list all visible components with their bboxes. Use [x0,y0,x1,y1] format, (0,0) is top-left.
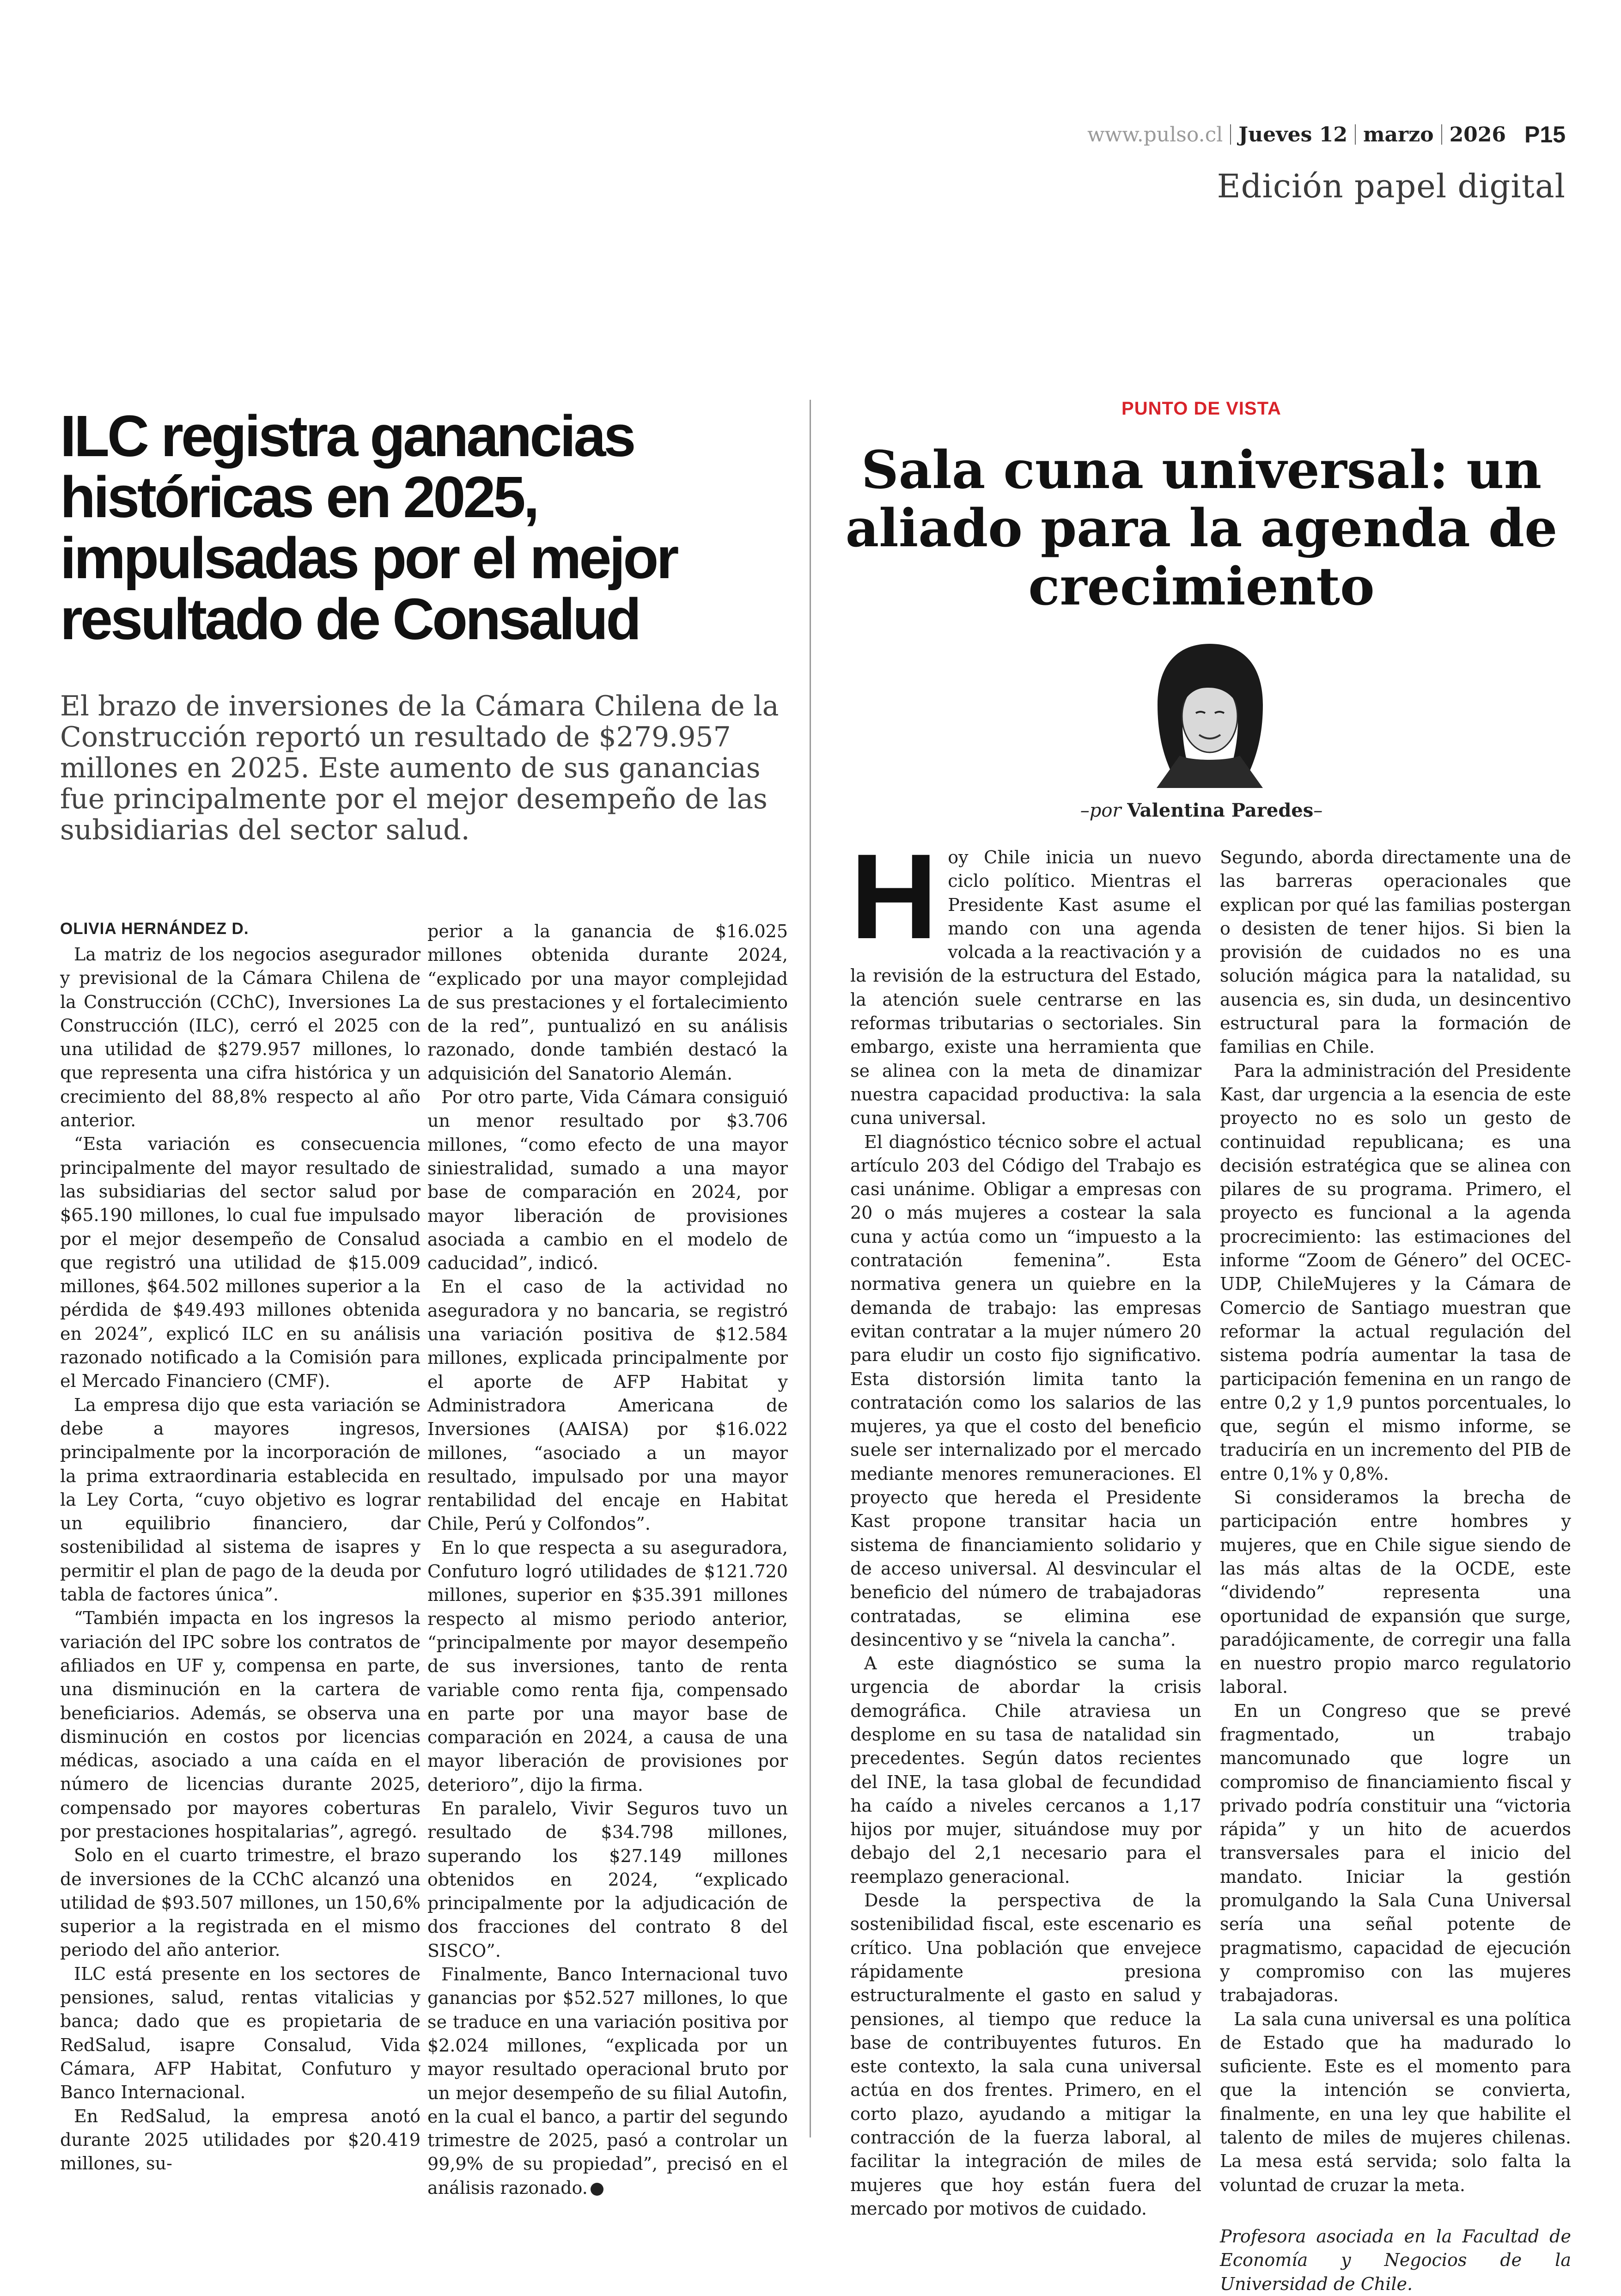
drop-cap: H [850,829,938,964]
page-folio [1087,121,1566,148]
end-mark-icon [591,2183,603,2196]
opinion-title: Sala cuna universal: un aliado para la agenda de crecimiento [845,440,1558,617]
paragraph: Por otro parte, Vida Cámara consiguió un menor resultado por $3.706 millones, “como efecto de una mayor siniestralidad, sumado a una mayor base de comparación en 2024, por mayor liberación de provisiones asociada a cambio en el modelo de caducidad”, indicó. [427,1087,788,1274]
author-suffix: – [1313,800,1323,821]
paragraph: ILC está presente en los sectores de pensiones, salud, rentas vitalicias y banca; dado que es propietaria de RedSalud, isapre Consalud, Vida Cámara, AFP Habitat, Confuturo y Banco Internacional. [60,1963,420,2103]
article-column-1 [60,943,420,2175]
opinion-column-2 [1220,846,1571,2296]
opinion-column-1 [850,829,1201,2221]
paragraph: A este diagnóstico se suma la urgencia de abordar la crisis demográfica. Chile atraviesa un desplome en su tasa de natalidad sin precedentes. Según datos recientes del INE, la tasa global de fecundidad ha caído a niveles cercanos a 1,17 hijos por mujer, situándose muy por debajo del 2,1 necesario para el reemplazo generacional. [850,1653,1201,1887]
paragraph: “También impacta en los ingresos la variación del IPC sobre los contratos de afiliados en UF y, compensa en parte, una disminución en la cartera de beneficiarios. Además, se observa una disminución en costos por licencias médicas, asociado a una caída en el número de licencias durante 2025, compensado por mayores coberturas por prestaciones hospitalarias”, agregó. [60,1608,420,1842]
author-credit [836,800,1566,821]
paragraph: Desde la perspectiva de la sostenibilidad fiscal, este escenario es crítico. Una población que envejece rápidamente presiona estructuralmente el gasto en salud y pensiones, al tiempo que reduce la base de contribuyentes futuros. En este contexto, la sala cuna universal actúa en dos frentes. Primero, en el corto plazo, ayudando a mitigar la contracción de la fuerza laboral, al facilitar la integración de miles de mujeres que hoy están fuera del mercado por motivos de cuidado. [850,1890,1201,2219]
paragraph: En RedSalud, la empresa anotó durante 2025 utilidades por $20.419 millones, su- [60,2106,420,2174]
folio-day: Jueves 12 [1238,122,1347,147]
paragraph: perior a la ganancia de $16.025 millones obtenida durante 2024, “explicado por una mayor complejidad de sus prestaciones y el fortalecimiento de la red”, puntualizó en su análisis razonado, donde también destacó la adquisición del Sanatorio Alemán. [427,921,788,1084]
paragraph: Segundo, aborda directamente una de las barreras operacionales que explican por qué las familias postergan o desisten de tener hijos. Si bien la provisión de cuidados no es una solución mágica para la natalidad, su ausencia es, sin duda, un desincentivo estructural para la formación de familias en Chile. [1220,847,1571,1057]
paragraph: En lo que respecta a su aseguradora, Confuturo logró utilidades de $121.720 millones, superior en $35.391 millones respecto al mismo periodo anterior, “principalmente por mayor desempeño de sus inversiones, tanto de renta variable como renta fija, compensado en parte por una mayor base de comparación en 2024, a causa de una mayor liberación de provisiones por deterioro”, dijo la firma. [427,1537,788,1795]
author-name: Valentina Paredes [1127,800,1314,821]
paragraph-text: oy Chile inicia un nuevo ciclo político. Mientras el Presidente Kast asume el mando con una agenda volcada a la reactivación y a la revisión de la estructura del Estado, la atención suele centrarse en las reformas tributarias o sectoriales. Sin embargo, existe una herramienta que se alinea con la meta de dinamizar nuestra capacidad productiva: la sala cuna universal. [850,847,1201,1129]
author-prefix: –por [1080,800,1121,821]
article-headline: ILC registra ganancias históricas en 2025, impulsadas por el mejor resultado de Consalud [60,403,677,652]
paragraph: La empresa dijo que esta variación se debe a mayores ingresos, principalmente por la incorporación de la prima extraordinaria establecida en la Ley Corta, “cuyo objetivo es lograr un equilibrio financiero, dar sostenibilidad al sistema de isapres y permitir el plan de pago de la deuda por tabla de factores única”. [60,1394,420,1605]
folio-separator [1441,124,1442,145]
folio-separator [1355,124,1356,145]
paragraph: Solo en el cuarto trimestre, el brazo de inversiones de la CChC alcanzó una utilidad de $93.507 millones, un 150,6% superior a la registrada en el mismo periodo del año anterior. [60,1845,420,1960]
article-column-2 [427,920,788,2200]
paragraph: En paralelo, Vivir Seguros tuvo un resultado de $34.798 millones, superando los $27.149 millones obtenidos en 2024, “explicado principalmente por la adjudicación de dos fracciones del contrato 8 del SISCO”. [427,1798,788,1961]
edition-label: Edición papel digital [1217,167,1566,205]
paragraph: La matriz de los negocios asegurador y previsional de la Cámara Chilena de la Construcción (CChC), Inversiones La Construcción (ILC), cerró el 2025 con una utilidad de $279.957 millones, lo que representa una cifra histórica y un crecimiento del 88,8% respecto al año anterior. [60,944,420,1131]
article-summary: El brazo de inversiones de la Cámara Chilena de la Construcción reportó un resultado de $279.957 millones en 2025. Este aumento de sus ganancias fue principalmente por el mejor desempeño de las subsidiarias del sector salud. [60,690,779,846]
site-url[interactable]: www.pulso.cl [1087,122,1223,147]
folio-month: marzo [1363,122,1434,147]
section-kicker: PUNTO DE VISTA [1121,398,1281,419]
page-number: P15 [1524,122,1566,147]
paragraph: Si consideramos la brecha de participación entre hombres y mujeres, que en Chile sigue siendo de las más altas de la OCDE, este “dividendo” representa una oportunidad de expansión que surge, paradójicamente, de corregir una falla en nuestro propio marco regulatorio laboral. [1220,1487,1571,1698]
column-divider [810,400,811,2137]
author-signature: Profesora asociada en la Facultad de Economía y Negocios de la Universidad de Chile. [1220,2226,1571,2294]
article-byline: OLIVIA HERNÁNDEZ D. [60,920,249,938]
paragraph: La sala cuna universal es una política de Estado que ha madurado lo suficiente. Este es el momento para que la intención se convierta, finalmente, en una ley que habilite el talento de miles de mujeres chilenas. La mesa está servida; solo falta la voluntad de cruzar la meta. [1220,2009,1571,2195]
opening-paragraph [850,829,1201,1130]
paragraph: En un Congreso que se prevé fragmentado, un trabajo mancomunado que logre un compromiso de financiamiento fiscal y privado podría constituir una “victoria rápida” y un hito de acuerdos transversales para el inicio del mandato. Iniciar la gestión promulgando la Sala Cuna Universal sería una señal potente de pragmatismo, capacidad de ejecución y compromiso con las mujeres trabajadoras. [1220,1700,1571,2006]
paragraph: “Esta variación es consecuencia principalmente del mayor resultado de las subsidiarias del sector salud por $65.190 millones, lo cual fue impulsado por el mejor desempeño de Consalud que registró una utilidad de $15.009 millones, $64.502 millones superior a la pérdida de $49.493 millones obtenida en 2024”, explicó ILC en su análisis razonado notificado a la Comisión para el Mercado Financiero (CMF). [60,1134,420,1392]
paragraph: El diagnóstico técnico sobre el actual artículo 203 del Código del Trabajo es casi unánime. Obligar a empresas con 20 o más mujeres a costear la sala cuna y actúa como un “impuesto a la contratación femenina”. Esta normativa genera un quiebre en la demanda de trabajo: las empresas evitan contratar a la mujer número 20 para eludir un costo fijo significativo. Esta distorsión limita tanto la contratación como los salarios de las mujeres, ya que el costo del beneficio suele ser internalizado por el mercado mediante menores remuneraciones. El proyecto que hereda el Presidente Kast propone transitar hacia un sistema de financiamiento solidario y de acceso universal. Al desvincular el beneficio del número de trabajadoras contratadas, se elimina ese desincentivo y se “nivela la cancha”. [850,1131,1201,1650]
paragraph: Para la administración del Presidente Kast, dar urgencia a la esencia de este proyecto no es solo un gesto de continuidad republicana; es una decisión estratégica que se alinea con pilares de su programa. Primero, el proyecto es funcional a la agenda procrecimiento: las estimaciones del informe “Zoom de Género” del OCEC-UDP, ChileMujeres y la Cámara de Comercio de Santiago muestran que reformar la actual regulación del sistema podría aumentar la tasa de participación femenina en un rango de entre 0,2 y 1,9 puntos porcentuales, lo que, según el mismo informe, se traduciría en un incremento del PIB de entre 0,1% y 0,8%. [1220,1060,1571,1484]
paragraph-text: Finalmente, Banco Internacional tuvo ganancias por $52.527 millones, lo que se traduce en una variación positiva por $2.024 millones, “explicada por un mayor resultado operacional bruto por un mejor desempeño de su filial Autofin, en la cual el banco, a partir del segundo trimestre de 2025, pasó a controlar un 99,9% de su propiedad”, precisó en el análisis razonado. [427,1964,788,2198]
paragraph-last [427,1963,788,2200]
folio-separator [1230,124,1231,145]
paragraph: En el caso de la actividad no aseguradora y no bancaria, se registró una variación positiva de $12.584 millones, explicada principalmente por el aporte de AFP Habitat y Administradora Americana de Inversiones (AAISA) por $16.022 millones, “asociado a un mayor resultado, impulsado por una mayor rentabilidad del encaje en Habitat Chile, Perú y Colfondos”. [427,1276,788,1534]
author-portrait [1147,640,1272,788]
folio-year: 2026 [1449,122,1506,147]
